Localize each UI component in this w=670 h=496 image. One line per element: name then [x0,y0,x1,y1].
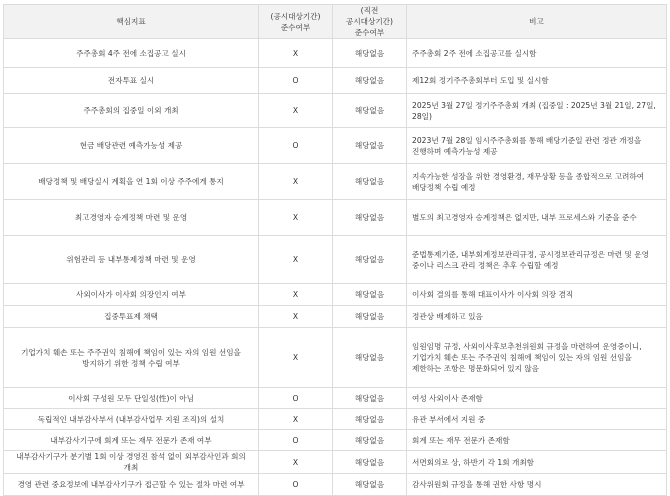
note-cell: 지속가능한 성장을 위한 경영환경, 재무상황 등을 종합적으로 고려하여 배당정책 수립 예정 [407,164,667,200]
index-cell: 독립적인 내부감사부서 (내부감사업무 지원 조직)의 설치 [4,409,259,430]
target-cell: X [259,164,333,200]
table-row [4,284,667,306]
prev-cell: 해당없음 [333,474,407,496]
note-cell: 별도의 최고경영자 승계정책은 없지만, 내부 프로세스와 기준을 준수 [407,200,667,236]
table-row [4,200,667,236]
note-cell: 준법통제기준, 내부회계정보관리규정, 공시정보관리규정은 마련 및 운영 중이나 리스크 관리 정책은 추후 수립할 예정 [407,236,667,284]
prev-cell: 해당없음 [333,430,407,451]
target-cell: X [259,306,333,328]
prev-cell: 해당없음 [333,328,407,388]
prev-cell: 해당없음 [333,306,407,328]
prev-cell: 해당없음 [333,409,407,430]
target-cell: O [259,388,333,409]
prev-cell: 해당없음 [333,284,407,306]
note-cell: 2025년 3월 27일 정기주주총회 개최 (집중일 : 2025년 3월 21일, 27일, 28일) [407,94,667,128]
note-cell: 이사회 결의를 통해 대표이사가 이사회 의장 겸직 [407,284,667,306]
table-row [4,306,667,328]
note-cell: 정관상 배제하고 있음 [407,306,667,328]
table-row [4,388,667,409]
target-cell: X [259,200,333,236]
table-row [4,451,667,474]
note-cell: 2023년 7월 28일 임시주주총회를 통해 배당기준일 관련 정관 개정을 진행하며 예측가능성 제공 [407,128,667,164]
index-cell: 집중투표제 채택 [4,306,259,328]
index-cell: 주주총회 4주 전에 소집공고 실시 [4,39,259,68]
prev-cell: 해당없음 [333,236,407,284]
header-previous-period: (직전 공시대상기간)준수여부 [333,5,407,39]
target-cell: X [259,94,333,128]
table-row [4,39,667,68]
table-row [4,236,667,284]
index-cell: 전자투표 실시 [4,68,259,94]
table-row [4,94,667,128]
note-cell: 회계 또는 재무 전문가 존재함 [407,430,667,451]
index-cell: 최고경영자 승계정책 마련 및 운영 [4,200,259,236]
index-cell: 현금 배당관련 예측가능성 제공 [4,128,259,164]
table-row [4,164,667,200]
target-cell: O [259,474,333,496]
header-index: 핵심지표 [4,5,259,39]
index-cell: 내부감사기구에 회계 또는 재무 전문가 존재 여부 [4,430,259,451]
target-cell: O [259,430,333,451]
note-cell: 서면회의로 상, 하반기 각 1회 개최함 [407,451,667,474]
table-row [4,128,667,164]
table-row [4,68,667,94]
header-target-period: (공시대상기간)준수여부 [259,5,333,39]
note-cell: 주주총회 2주 전에 소집공고를 실시함 [407,39,667,68]
target-cell: O [259,68,333,94]
index-cell: 사외이사가 이사회 의장인지 여부 [4,284,259,306]
target-cell: X [259,409,333,430]
governance-index-table [3,4,667,496]
prev-cell: 해당없음 [333,68,407,94]
target-cell: O [259,128,333,164]
note-cell: 임원임명 규정, 사외이사후보추천위원회 규정을 마련하여 운영중이니, 기업가치 훼손 또는 주주권익 침해에 책임이 있는 자의 임원 선임을 제한하는 조항은 명문화되어 있지 않음 [407,328,667,388]
prev-cell: 해당없음 [333,451,407,474]
index-cell: 위험관리 등 내부통제정책 마련 및 운영 [4,236,259,284]
table-row [4,409,667,430]
index-cell: 내부감사기구가 분기별 1회 이상 경영진 참석 없이 외부감사인과 회의 개최 [4,451,259,474]
index-cell: 기업가치 훼손 또는 주주권익 침해에 책임이 있는 자의 임원 선임을 방지하기 위한 정책 수립 여부 [4,328,259,388]
table-row [4,328,667,388]
prev-cell: 해당없음 [333,164,407,200]
prev-cell: 해당없음 [333,39,407,68]
table-row [4,430,667,451]
prev-cell: 해당없음 [333,388,407,409]
note-cell: 감사위원회 규정을 통해 권한 사항 명시 [407,474,667,496]
table-row [4,474,667,496]
target-cell: X [259,236,333,284]
note-cell: 여성 사외이사 존재함 [407,388,667,409]
prev-cell: 해당없음 [333,128,407,164]
index-cell: 이사회 구성원 모두 단일성(性)이 아님 [4,388,259,409]
target-cell: X [259,39,333,68]
index-cell: 주주총회의 집중일 이외 개최 [4,94,259,128]
index-cell: 경영 관련 중요정보에 내부감사기구가 접근할 수 있는 절차 마련 여부 [4,474,259,496]
target-cell: X [259,328,333,388]
note-cell: 제12회 정기주주총회부터 도입 및 실시함 [407,68,667,94]
header-note: 비고 [407,5,667,39]
note-cell: 유관 부서에서 지원 중 [407,409,667,430]
target-cell: X [259,451,333,474]
prev-cell: 해당없음 [333,94,407,128]
index-cell: 배당정책 및 배당실시 계획을 연 1회 이상 주주에게 통지 [4,164,259,200]
target-cell: X [259,284,333,306]
prev-cell: 해당없음 [333,200,407,236]
table-header-row [4,5,667,39]
